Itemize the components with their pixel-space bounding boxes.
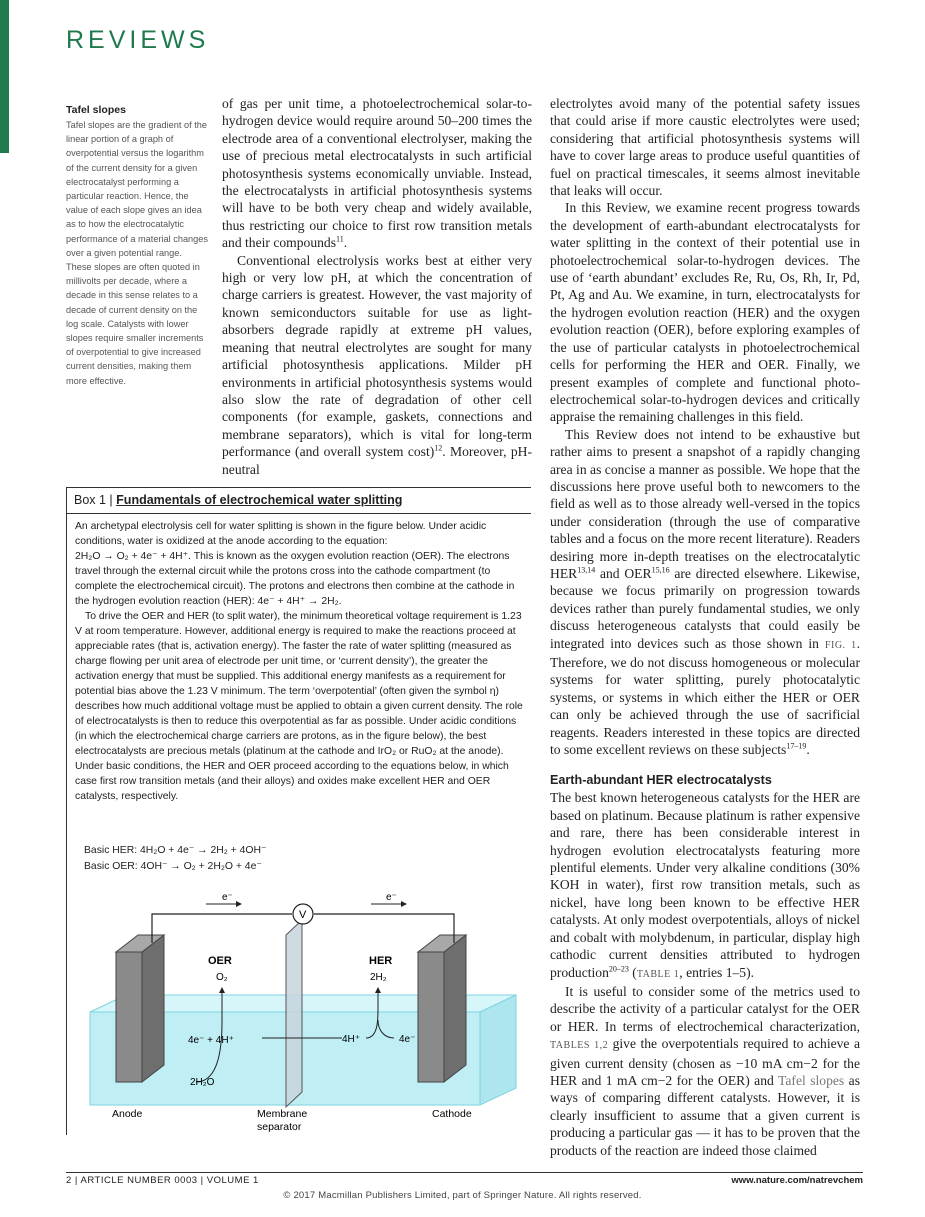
circuit-wire-right: [314, 914, 454, 943]
basic-oer-equation: Basic OER: 4OH⁻ → O₂ + 2H₂O + 4e⁻: [84, 861, 262, 872]
glossary-body: Tafel slopes are the gradient of the linear portion of a graph of overpotential versus the logarithm of the current density for a given electrocatalyst performing a particular reaction. Hence, the value of each slope gives an idea as to how the electrocatalytic performance of a material changes over a given potential range. These slopes are often quoted in millivolts per decade, where a decade in this sense relates to a decade of current density on the log scale. Catalysts with lower slopes require smaller increments of overpotential to give increased current densities, making them more effective.: [66, 120, 208, 386]
anode-electrode: [116, 935, 164, 1082]
voltmeter-label: V: [299, 909, 307, 921]
o2-label: O₂: [216, 972, 228, 983]
electrolysis-cell-diagram: [66, 880, 531, 1135]
oer-label: OER: [208, 955, 232, 967]
box-body: [75, 519, 525, 804]
paragraph: The best known heterogeneous catalysts for the HER are based on platinum. Because platinum is rather expensive and rare, there has been considerable interest in hydrogen evolution electrocatalysts featuring more plentiful elements. Under very alkaline conditions (30% KOH in water), first row transition metals, such as nickel, have long been known to be effective HER catalysts. At only modest overpotentials, alloys of nickel and cobalt with molybdenum, in particular, display high cathodic current densities attributed to hydrogen production$^{20-23}$ (TABLE 1, entries 1–5).: [550, 790, 860, 980]
reference[interactable]: 20–23: [608, 963, 629, 973]
proton-label: 4H⁺: [342, 1034, 361, 1045]
section-color-bar: [0, 0, 9, 153]
equation: 4e⁻ + 4H⁺ → 2H₂: [257, 596, 339, 607]
electron-label-right: e⁻: [386, 892, 397, 903]
paragraph: of gas per unit time, a photoelectrochemical solar-to-hydrogen device would require around 50–200 times the electrode area of a conventional electrolyser, making the use of precious metal electrocatalysts in such artificial photosynthesis systems economically unviable. Instead, the electrocatalysts in artificial photosynthesis systems will have to be both very cheap and widely available, thus restricting our choice to first row transition metals and their compounds$^{11}$.: [222, 96, 532, 251]
separator-label: separator: [257, 1121, 302, 1133]
glossary-sidebar: [66, 104, 208, 388]
box-header: Box 1 | Fundamentals of electrochemical water splitting: [66, 488, 531, 514]
paragraph: This Review does not intend to be exhaustive but rather aims to present a snapshot of a rapidly changing area in as concise a manner as possible. We hope that the discussions here prove useful both to newcomers to the field as well as to those already well-versed in the topics under consideration (through the use of comparative tables and a focus on the more recent literature). Readers desiring more in-depth treatises on the electrocatalytic HER$^{13,14}$ and OER$^{15,16}$ are directed elsewhere. Likewise, because we focus primarily on progression towards devices rather than purely fundamental studies, we only discuss heterogeneous catalysts that could easily be integrated into devices such as those shown in FIG. 1. Therefore, we do not discuss homogeneous or molecular systems for water splitting, purely photocatalytic systems, or systems in which either the HER or OER can only be achieved through the use of sacrificial reagents. Readers interested in these topics are directed to some excellent reviews on these subjects$^{17-19}$.: [550, 426, 860, 758]
glossary-title: Tafel slopes: [66, 104, 126, 116]
paragraph: Conventional electrolysis works best at either very high or very low pH, at which the concentration of charge carriers is greatest. However, the vast majority of known semiconductors suitable for use as light-absorbers degrade rapidly at extreme pH values, meaning that neutral electrolytes are sought for many artificial photosynthesis applications. Milder pH environments in artificial photosynthesis systems would also slow the rate of degradation of other cell components (for example, gaskets, connections and membrane separators), which is vital for long-term performance (and overall system cost)$^{12}$. Moreover, pH-neutral: [222, 252, 532, 477]
membrane-separator: [286, 920, 302, 1107]
box-title: Fundamentals of electrochemical water splitting: [116, 493, 403, 507]
box-paragraph: An archetypal electrolysis cell for water splitting is shown in the figure below. Under acidic conditions, water is oxidized at the anode according to the equation: 2H₂O → O₂ + 4e⁻ + 4H⁺. This is known as the oxygen evolution reaction (OER). The electrons travel through the external circuit while the protons cross into the cathode compartment (to complete the electrochemical circuit). The protons and electrons then combine at the cathode in the hydrogen evolution reaction (HER): 4e⁻ + 4H⁺ → 2H₂.: [75, 521, 515, 607]
water-label: 2H₂O: [190, 1077, 215, 1088]
paragraph: It is useful to consider some of the metrics used to describe the activity of a particular catalyst for the OER or HER. In terms of electrochemical characterization, TABLES 1,2 give the overpotentials required to achieve a given current density (chosen as −10 mA cm−2 for the HER and 1 mA cm−2 for the OER) and Tafel slopes as ways of comparing different catalysts. However, it is clearly insufficient to assume that a given current is producing a particular gas — it has to be proven that the products of the reaction are indeed those claimed: [550, 983, 860, 1158]
cathode-label: Cathode: [432, 1108, 472, 1120]
reference[interactable]: 13,14: [577, 565, 596, 575]
text-column-middle: [222, 95, 532, 478]
footer-article-info: 2 | ARTICLE NUMBER 0003 | VOLUME 1: [66, 1175, 259, 1186]
reference[interactable]: 12: [434, 443, 443, 453]
reference[interactable]: 15,16: [651, 565, 670, 575]
her-label: HER: [369, 955, 393, 967]
equation: 2H₂O → O₂ + 4e⁻ + 4H⁺: [75, 551, 189, 562]
table-link[interactable]: TABLE 1: [636, 968, 680, 980]
figure-link[interactable]: FIG. 1: [824, 639, 857, 651]
basic-her-equation: Basic HER: 4H₂O + 4e⁻ → 2H₂ + 4OH⁻: [84, 845, 267, 856]
electron-label-left: e⁻: [222, 892, 233, 903]
h2-label: 2H₂: [370, 972, 387, 983]
glossary-link[interactable]: Tafel slopes: [778, 1072, 845, 1088]
anode-products-label: 4e⁻ + 4H⁺: [188, 1035, 234, 1046]
anode-label: Anode: [112, 1108, 143, 1120]
reference[interactable]: 11: [336, 234, 344, 244]
table-link[interactable]: TABLES 1,2: [550, 1040, 609, 1052]
membrane-label: Membrane: [257, 1108, 308, 1120]
copyright-notice: © 2017 Macmillan Publishers Limited, part of Springer Nature. All rights reserved.: [283, 1190, 642, 1201]
paragraph: electrolytes avoid many of the potential safety issues that could arise if more caustic electrolytes were used; considering that artificial photosynthesis systems will have to cover large areas to produce useful quantities of fuel on practical timescales, it seems almost inevitable that leaks will occur.: [550, 96, 860, 199]
footer-journal-link[interactable]: www.nature.com/natrevchem: [731, 1175, 863, 1186]
text-column-right: [550, 95, 860, 1159]
cathode-electron-label: 4e⁻: [399, 1034, 416, 1045]
footer-rule: [66, 1172, 863, 1173]
reference[interactable]: 17–19: [786, 741, 807, 751]
box-paragraph: To drive the OER and HER (to split water), the minimum theoretical voltage requirement is 1.23 V at room temperature. However, additional energy is required to make the reactions proceed at appreciable rates (that is, activation energy). The faster the rate of water splitting (measured as charge flowing per unit area of electrode per unit time, or ‘current density’), the greater the activation energy that must be supplied. This additional energy manifests as a requirement for potential bias above the 1.23 V minimum. The term ‘overpotential’ (often given the symbol η) describes how much additional voltage must be applied to obtain a given current density. The role of electrocatalysts is then to reduce this overpotential as far as possible. Under acidic conditions (in which the electrochemical charge carriers are protons, as in the figure below), the best electrocatalysts are precious metals (platinum at the cathode and IrO₂ or RuO₂ at the anode). Under basic conditions, the HER and OER proceed according to the equations below, in which case first row transition metals (and their alloys) and oxides make excellent HER and OER catalysts, respectively.: [75, 611, 523, 802]
section-heading: Earth-abundant HER electrocatalysts: [550, 773, 772, 788]
cathode-electrode: [418, 935, 466, 1082]
circuit-wire-left: [152, 914, 292, 943]
paragraph: In this Review, we examine recent progress towards the development of earth-abundant electrocatalysts for water splitting in the context of their potential use in photoelectrochemical solar-to-hydrogen devices. The use of ‘earth abundant’ excludes Re, Ru, Os, Rh, Ir, Pd, Pt, Ag and Au. We examine, in turn, electrocatalysts for the hydrogen evolution reaction (HER) and the oxygen evolution reaction (OER), before exploring examples of the use of particular catalysts in photoelectrochemical cells for performing the HER and OER. Finally, we present examples of complete and functional photo-electrochemical solar-to-hydrogen devices and critically appraise the remaining challenges in this field.: [550, 200, 860, 425]
section-header: REVIEWS: [66, 26, 210, 54]
